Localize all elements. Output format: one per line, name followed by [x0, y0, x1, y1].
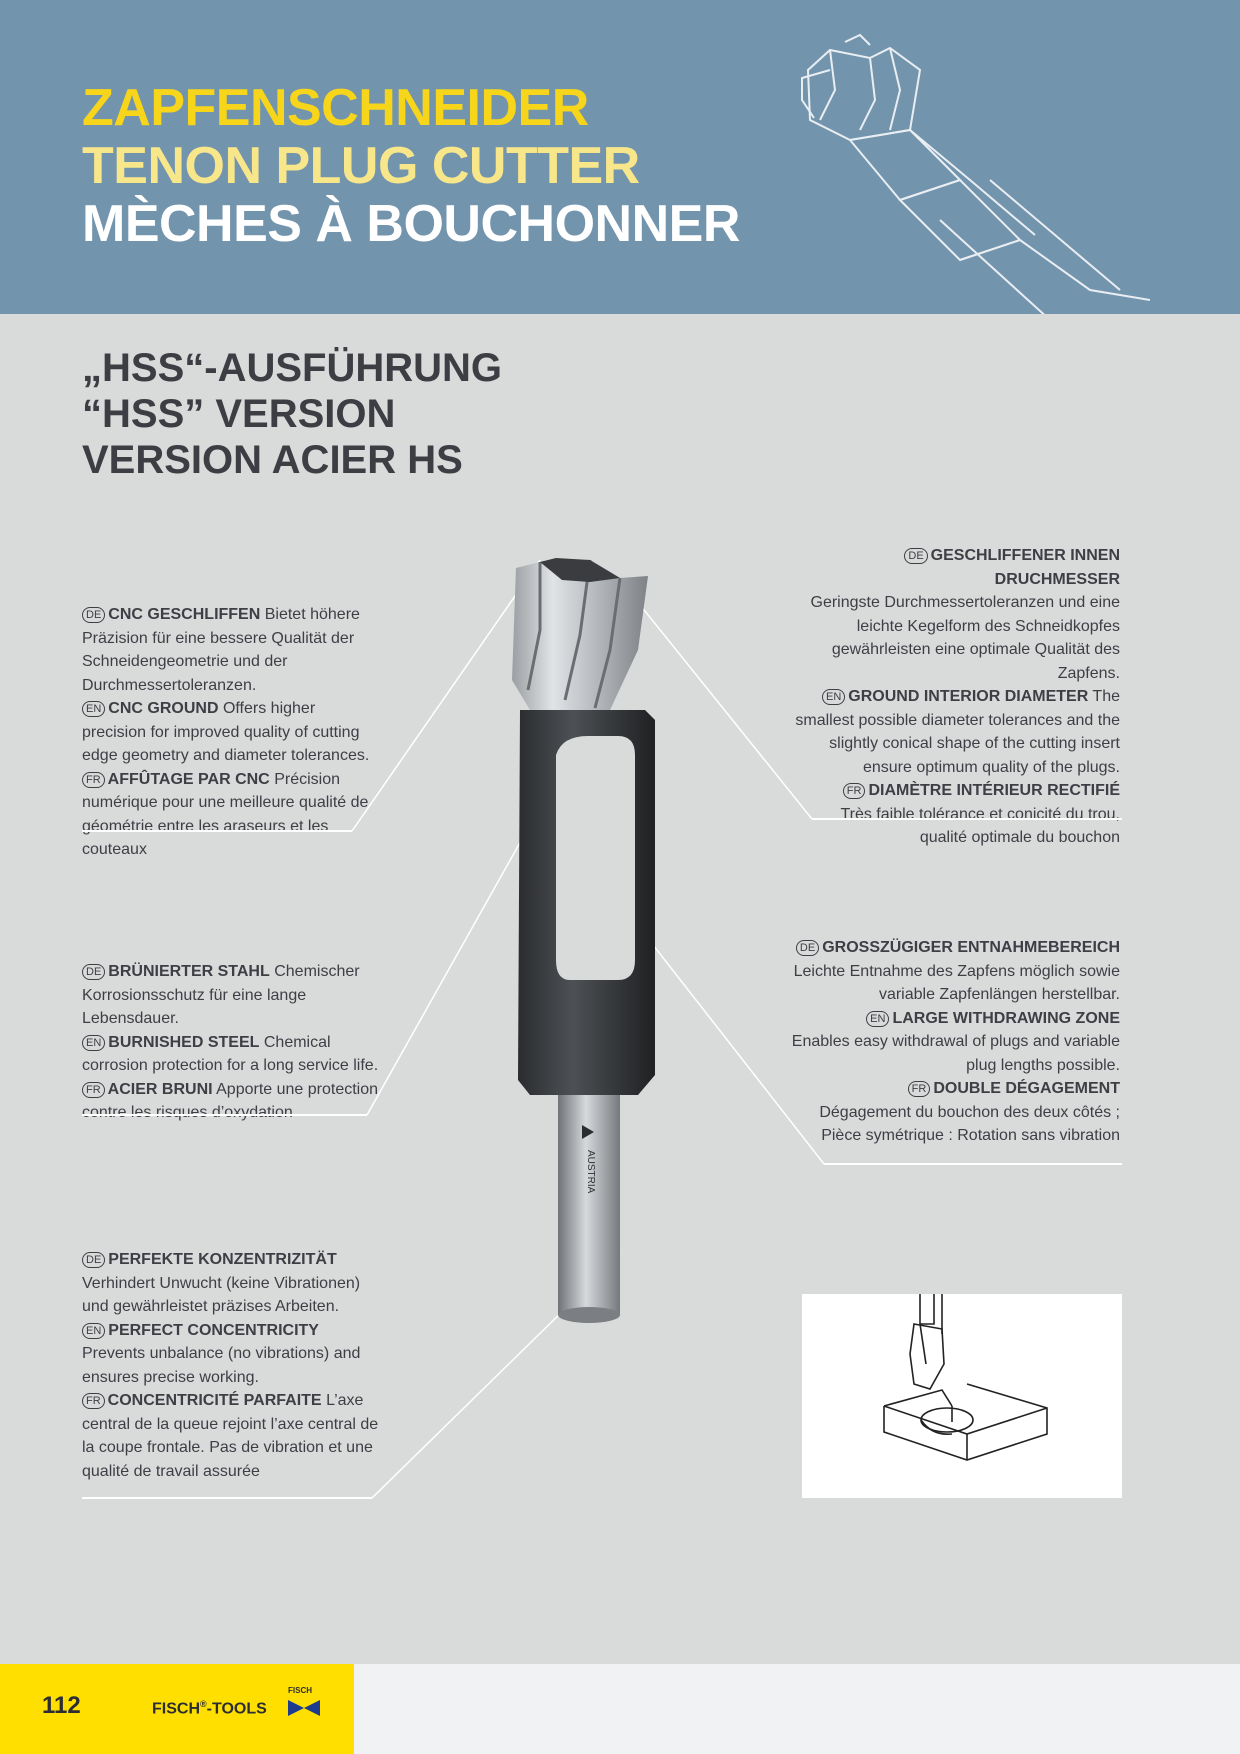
feature-text: Leichte Entnahme des Zapfens möglich sowie variable Zapfenlängen herstellbar. — [793, 962, 1120, 1003]
lang-tag-de: DE — [82, 607, 105, 623]
brand-word: FISCH — [152, 1700, 200, 1718]
lang-tag-fr: FR — [908, 1081, 931, 1097]
divider — [824, 1163, 1122, 1165]
brand-name — [152, 1699, 267, 1718]
feature-title: GROUND INTERIOR DIAMETER — [848, 688, 1089, 705]
plug-cutter-product-image — [470, 540, 730, 1340]
footer-light-band — [354, 1664, 1240, 1754]
feature-title: CNC GESCHLIFFEN — [108, 606, 261, 623]
feature-withdrawal — [790, 936, 1120, 1148]
feature-title: AFFÛTAGE PAR CNC — [107, 770, 270, 788]
feature-cnc — [82, 603, 382, 862]
brand-reg: ® — [200, 1699, 207, 1709]
feature-title: GESCHLIFFENER INNEN DRUCHMESSER — [930, 547, 1120, 588]
usage-illustration — [802, 1294, 1122, 1498]
page-number: 112 — [42, 1692, 81, 1719]
feature-text: Très faible tolérance et conicité du trou, qualité optimale du bouchon — [840, 805, 1120, 846]
plug-cutter-line-drawing — [790, 30, 1150, 314]
feature-title: DOUBLE DÉGAGEMENT — [933, 1080, 1120, 1097]
feature-text: Chemical corrosion protection for a long service life. — [82, 1033, 379, 1074]
lang-tag-fr: FR — [82, 772, 105, 788]
logo-text: FISCH — [288, 1686, 312, 1695]
lang-tag-en: EN — [82, 1323, 105, 1339]
lang-tag-en: EN — [82, 1035, 105, 1051]
feature-title: ACIER BRUNI — [107, 1080, 213, 1098]
brand-suffix: -TOOLS — [206, 1700, 267, 1718]
divider — [82, 830, 352, 832]
feature-text: Enables easy withdrawal of plugs and variable plug lengths possible. — [791, 1033, 1120, 1074]
lang-tag-de: DE — [904, 548, 927, 564]
divider — [812, 818, 1122, 820]
lang-tag-en: EN — [822, 689, 845, 705]
feature-title: PERFECT CONCENTRICITY — [108, 1321, 319, 1339]
feature-title: GROSSZÜGIGER ENTNAHMEBEREICH — [822, 939, 1120, 956]
feature-title: CONCENTRICITÉ PARFAITE — [107, 1392, 322, 1409]
title-en: TENON PLUG CUTTER — [82, 137, 640, 195]
feature-text: Chemischer Korrosionsschutz für eine lange Lebensdauer. — [82, 963, 360, 1027]
feature-text: Dégagement du bouchon des deux côtés ; Pièce symétrique : Rotation sans vibration — [819, 1103, 1120, 1144]
title-de: ZAPFENSCHNEIDER — [82, 79, 589, 137]
title-fr: MÈCHES À BOUCHONNER — [82, 195, 740, 253]
shank-marking: AUSTRIA — [585, 1150, 596, 1194]
feature-title: LARGE WITHDRAWING ZONE — [892, 1009, 1120, 1027]
subheading-en: “HSS” VERSION — [82, 392, 396, 436]
feature-text: Précision numérique pour une meilleure qualité de géométrie entre les araseurs et les couteaux — [82, 770, 369, 858]
subheading-de: „HSS“-AUSFÜHRUNG — [82, 346, 502, 390]
lang-tag-de: DE — [82, 1252, 105, 1268]
divider — [82, 1114, 367, 1116]
lang-tag-fr: FR — [82, 1082, 105, 1098]
feature-steel — [82, 960, 382, 1125]
feature-title: CNC GROUND — [108, 700, 219, 717]
lang-tag-de: DE — [796, 940, 819, 956]
feature-text: Geringste Durchmessertoleranzen und eine leichte Kegelform des Schneidkopfes gewährleisten eine optimale Qualität des Zapfens. — [810, 594, 1120, 682]
feature-title: BRÜNIERTER STAHL — [108, 963, 270, 980]
feature-title: BURNISHED STEEL — [108, 1033, 260, 1051]
feature-text: Bietet höhere Präzision für eine bessere Qualität der Schneidengeometrie und der Durchmessertoleranzen. — [82, 606, 360, 694]
feature-title: PERFEKTE KONZENTRIZITÄT — [108, 1251, 337, 1268]
lang-tag-fr: FR — [843, 783, 866, 799]
feature-title: DIAMÈTRE INTÉRIEUR RECTIFIÉ — [868, 782, 1120, 799]
feature-text: The smallest possible diameter tolerances and the slightly conical shape of the cutting insert ensure optimum quality of the plugs. — [795, 688, 1120, 776]
feature-text: L’axe central de la queue rejoint l’axe central de la coupe frontale. Pas de vibration et une qualité de travail assurée — [82, 1392, 379, 1480]
header-banner — [0, 0, 1240, 314]
feature-diameter — [790, 544, 1120, 850]
divider — [82, 1497, 372, 1499]
feature-text: Verhindert Unwucht (keine Vibrationen) und gewährleistet präzises Arbeiten. — [82, 1274, 361, 1315]
feature-concentricity — [82, 1248, 382, 1483]
lang-tag-en: EN — [866, 1011, 889, 1027]
lang-tag-fr: FR — [82, 1393, 105, 1409]
feature-text: Apporte une protection contre les risques d’oxydation — [82, 1080, 379, 1121]
lang-tag-de: DE — [82, 964, 105, 980]
subheading-fr: VERSION ACIER HS — [82, 438, 463, 482]
fisch-logo-icon — [284, 1686, 324, 1720]
lang-tag-en: EN — [82, 701, 105, 717]
feature-text: Offers higher precision for improved quality of cutting edge geometry and diameter tolerances. — [82, 700, 370, 764]
feature-text: Prevents unbalance (no vibrations) and ensures precise working. — [82, 1345, 361, 1386]
